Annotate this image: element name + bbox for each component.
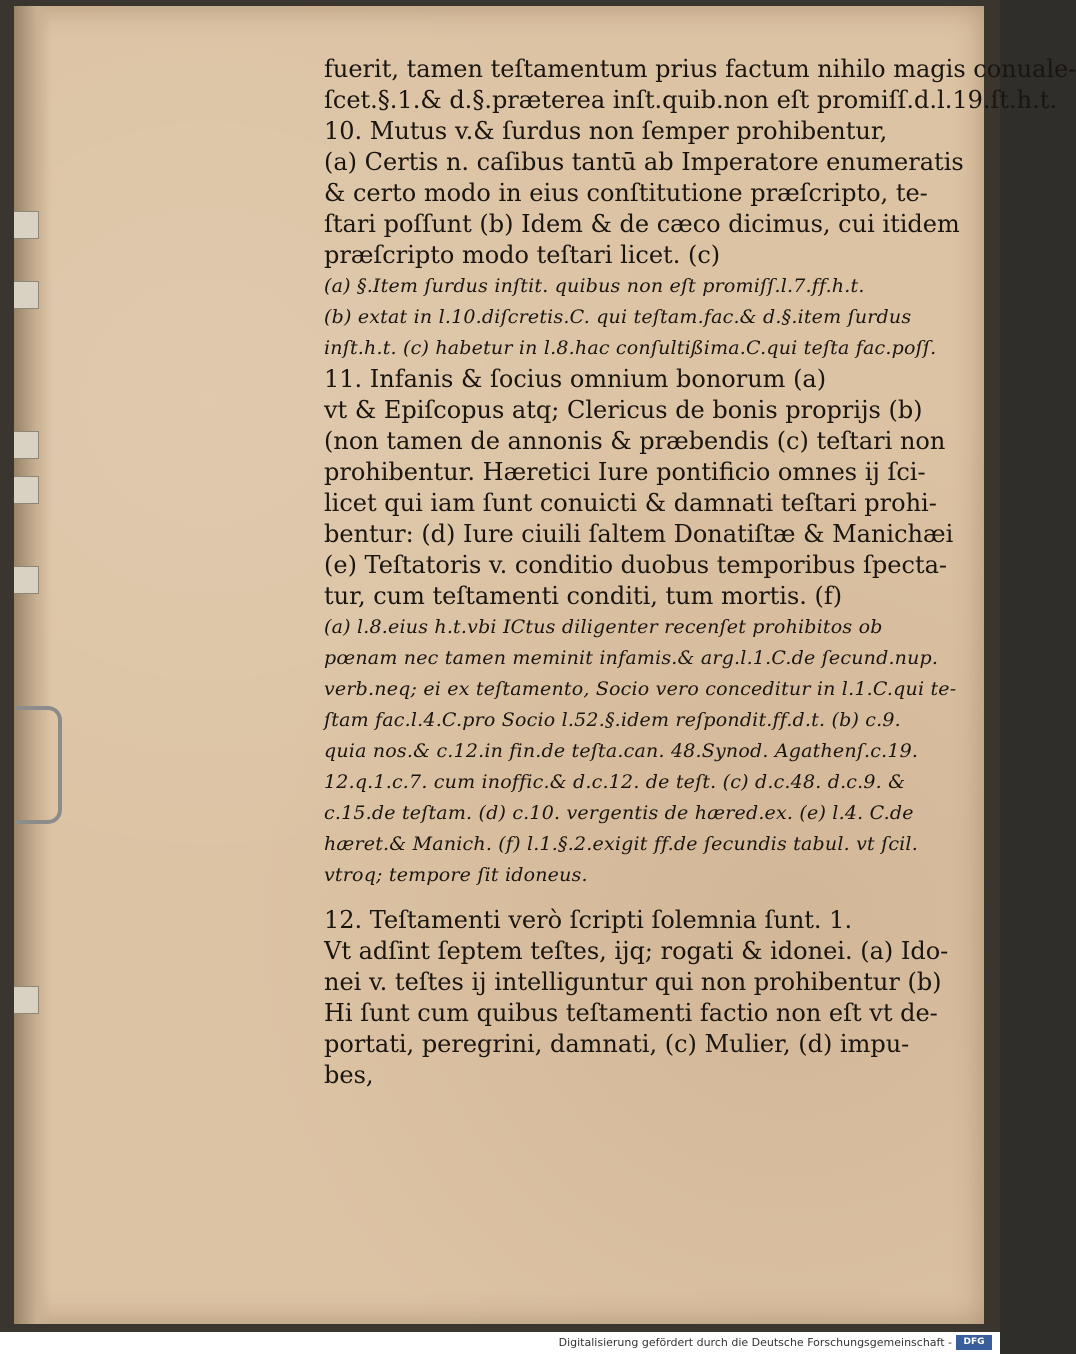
page-tab bbox=[14, 566, 39, 594]
footnote-line: ſtam fac.l.4.C.pro Socio l.52.§.idem reſpondit.ff.d.t. (b) c.9. bbox=[324, 709, 901, 731]
footnote-line: verb.neq; ei ex teſtamento, Socio vero conceditur in l.1.C.qui te- bbox=[324, 678, 957, 700]
footnote-line: pœnam nec tamen meminit infamis.& arg.l.1.C.de ſecund.nup. bbox=[324, 647, 939, 669]
footnote-line: hæret.& Manich. (f) l.1.§.2.exigit ff.de ſecundis tabul. vt ſcil. bbox=[324, 833, 918, 855]
footnote-line: quia nos.& c.12.in fin.de teſta.can. 48.Synod. Agathenſ.c.19. bbox=[324, 740, 919, 762]
footnote-line: vtroq; tempore ſit idoneus. bbox=[324, 864, 588, 886]
footnote-line: inſt.h.t. (c) habetur in l.8.hac conſultißima.C.qui teſta fac.poſſ. bbox=[324, 337, 937, 359]
text-line: bentur: (d) Iure ciuili ſaltem Donatiſtæ & Manichæi bbox=[324, 520, 954, 548]
footnote-line: (b) extat in l.10.diſcretis.C. qui teſtam.fac.& d.§.item ſurdus bbox=[324, 306, 912, 328]
text-line: ſcet.§.1.& d.§.præterea inſt.quib.non eſt promiſſ.d.l.19.ſt.h.t. bbox=[324, 86, 1058, 114]
page-gutter bbox=[14, 6, 52, 1324]
footer-bar bbox=[0, 1332, 1000, 1354]
paper-clip bbox=[16, 706, 62, 824]
book-page bbox=[14, 6, 1076, 1324]
text-line: & certo modo in eius conſtitutione præſcripto, te- bbox=[324, 179, 928, 207]
text-line: Hi ſunt cum quibus teſtamenti factio non eſt vt de- bbox=[324, 999, 938, 1027]
text-line: (a) Certis n. caſibus tantū ab Imperatore enumeratis bbox=[324, 148, 964, 176]
text-line: Vt adſint ſeptem teſtes, ijq; rogati & idonei. (a) Ido- bbox=[324, 937, 949, 965]
footnote-line: 12.q.1.c.7. cum inoffic.& d.c.12. de teſt. (c) d.c.48. d.c.9. & bbox=[324, 771, 906, 793]
text-line: vt & Epiſcopus atq; Clericus de bonis proprijs (b) bbox=[324, 396, 923, 424]
text-line: tur, cum teſtamenti conditi, tum mortis. (f) bbox=[324, 582, 843, 610]
funding-credit: Digitalisierung gefördert durch die Deutsche Forschungsgemeinschaft - bbox=[558, 1336, 952, 1349]
footnote-line: c.15.de teſtam. (d) c.10. vergentis de hæred.ex. (e) l.4. C.de bbox=[324, 802, 914, 824]
dfg-logo: DFG bbox=[956, 1335, 992, 1350]
text-line: (non tamen de annonis & præbendis (c) teſtari non bbox=[324, 427, 946, 455]
text-line: 10. Mutus v.& ſurdus non ſemper prohibentur, bbox=[324, 117, 888, 145]
text-line: ſtari poſſunt (b) Idem & de cæco dicimus, cui itidem bbox=[324, 210, 960, 238]
text-line: fuerit, tamen teſtamentum prius factum nihilo magis conuale- bbox=[324, 55, 1076, 83]
text-line: portati, peregrini, damnati, (c) Mulier, (d) impu- bbox=[324, 1030, 910, 1058]
footnote-line: (a) §.Item ſurdus inſtit. quibus non eſt promiſſ.l.7.ff.h.t. bbox=[324, 275, 865, 297]
page-text bbox=[324, 54, 1076, 1091]
footnote-line: (a) l.8.eius h.t.vbi ICtus diligenter recenſet prohibitos ob bbox=[324, 616, 883, 638]
text-line: 11. Infanis & ſocius omnium bonorum (a) bbox=[324, 365, 827, 393]
text-line: præſcripto modo teſtari licet. (c) bbox=[324, 241, 721, 269]
text-line: nei v. teſtes ij intelliguntur qui non prohibentur (b) bbox=[324, 968, 942, 996]
paragraph-gap bbox=[324, 891, 974, 905]
page-tab bbox=[14, 431, 39, 459]
page-tab bbox=[14, 476, 39, 504]
text-line: (e) Teſtatoris v. conditio duobus temporibus ſpecta- bbox=[324, 551, 948, 579]
text-line: prohibentur. Hæretici Iure pontificio omnes ij ſci- bbox=[324, 458, 926, 486]
text-line: 12. Teſtamenti verò ſcripti ſolemnia ſunt. 1. bbox=[324, 906, 853, 934]
text-line: licet qui iam ſunt conuicti & damnati teſtari prohi- bbox=[324, 489, 937, 517]
page-tab bbox=[14, 281, 39, 309]
page-tab bbox=[14, 211, 39, 239]
page-tab bbox=[14, 986, 39, 1014]
text-line: bes, bbox=[324, 1061, 374, 1089]
